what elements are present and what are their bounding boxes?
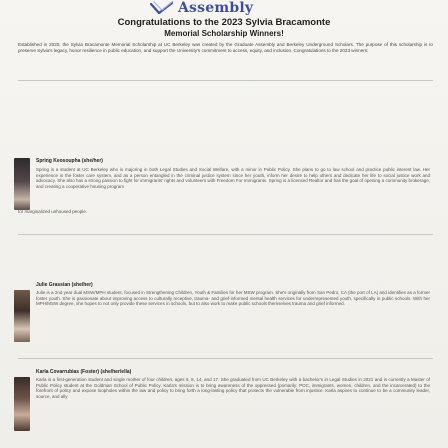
profile-bio: Spring is a student at UC Berkeley who is majoring in both Legal Studies and Social Welfare, with a minor in Public Policy. She plans to go to law school and practice public interest law. Her experience in the foster care system, and as a person entangled in the criminal justice system since her youth, inform her desire to help others and dedicate her life to social justice work and advocacy. She also has a strong passion to fight for immigrants' rights and volunteers with Freedom For Immigrants. Spring is a licensed Realtor and has the goal of opening a community brokerage, and creating a cooperative housing program (36, 167, 430, 189)
profile-bio: Julie is a 2nd year dual MSW/MPH student, focused in Strengthening Children, Youth & Families for her MSW program. She's originally from San Pedro, CA (the port of LA) and identifies as a former foster youth. She is passionate about improving access to culturally receptive, trauma- and grief-informed mental health services for underrepresented youth, specifically in public schools. With her MPH/MSW degree, she hopes to not only provide these services in schools, but to also work to make public schools themselves trauma and grief informed. (36, 290, 430, 307)
profile-bio-continued: for marginalized unhoused people. (18, 209, 88, 214)
title-line-2: Memorial Scholarship Winners! (164, 29, 284, 38)
profile-name: Karla Covarrubias (Foster) (she/her/ella) (36, 369, 132, 375)
page-title (0, 17, 448, 39)
divider (18, 234, 433, 235)
divider (18, 80, 433, 81)
title-line-1: Congratulations to the 2023 Sylvia Bracamonte (117, 17, 331, 28)
profile-name: Spring Keosoupha (she/her) (36, 158, 103, 164)
intro-paragraph: Established in 2020, the Sylvia Bracamonte Memorial Scholarship at UC Berkeley was created by the Graduate Assembly and Berkeley Underground Scholars. The purpose of this scholarship is to preserve Sylvia's legacy, honor resilience in public education, and support the University's commitment to access, equity, and inclusion. Congratulations to the 2023 winners: (18, 42, 433, 54)
divider (18, 358, 433, 359)
profile-photo (14, 290, 30, 342)
logo-text: Assembly (178, 0, 254, 16)
profile-bio: Karla is a first-generation student and single mother of four children, ages 6, 8, 14, and 17. She graduated from UC Berkeley with a bachelor's in Legal Studies in 2021 and is currently a Master of Public Policy student at the Goldman School of Public Policy. Karla's mission is to bring awareness of the oppressed (primarily: POC, immigrants, women, children, and the incarcerated) to the forefront of policy and expose loopholes within the law and policy to bring forth a long-lasting policy that protects the vulnerable from injustice. Karla aspires to continue to be a community leader, source, and ally (36, 377, 430, 399)
profile-photo (14, 158, 30, 210)
profile-name: Julie Grassian (she/her) (36, 282, 93, 288)
assembly-mark-icon (150, 1, 174, 15)
profile-photo (14, 377, 30, 431)
assembly-logo (150, 1, 310, 15)
